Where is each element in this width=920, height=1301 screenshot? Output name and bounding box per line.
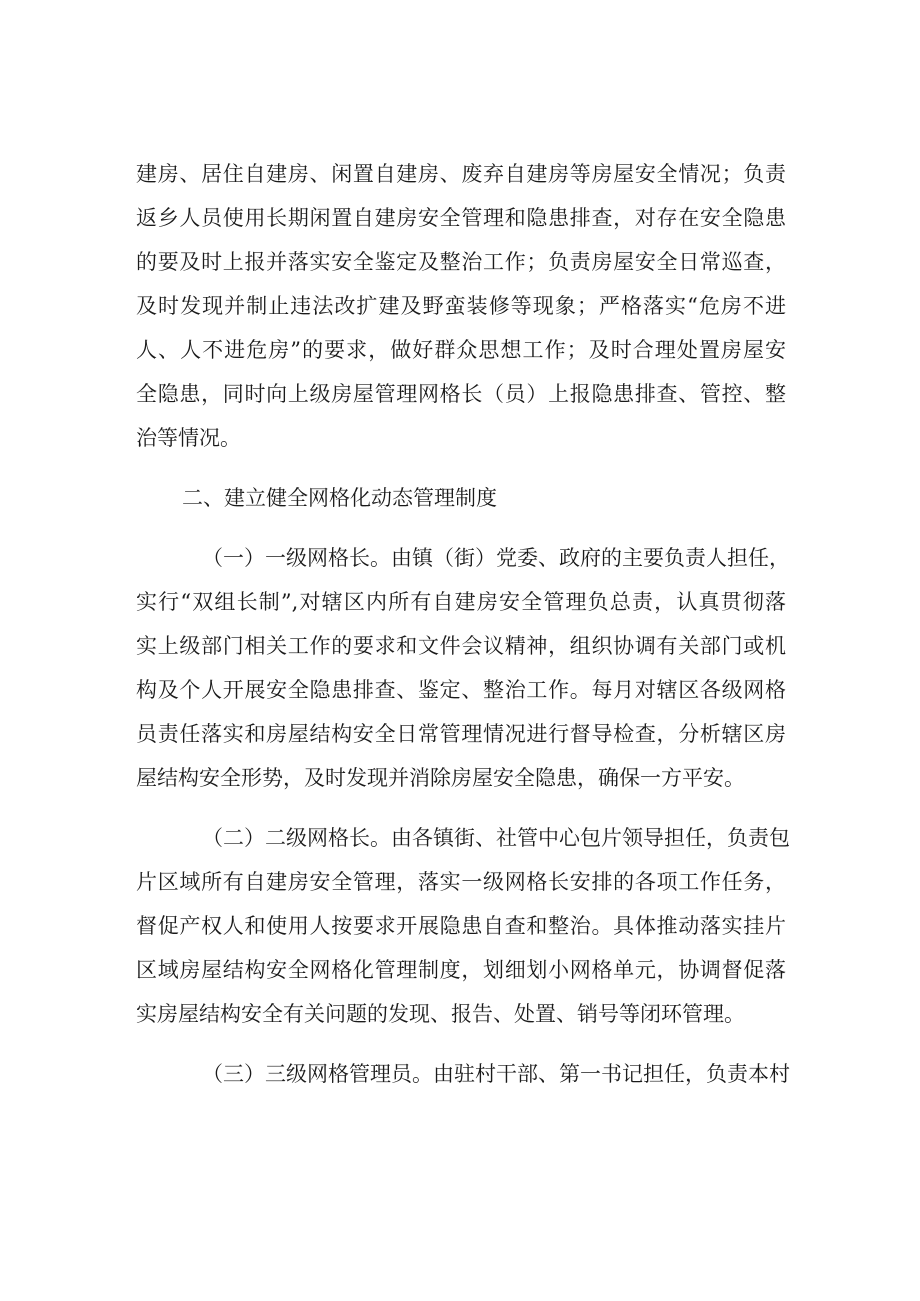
paragraph-continuation xyxy=(136,152,786,460)
text-line: 片区域所有自建房安全管理，落实一级网格长安排的各项工作任务， xyxy=(136,870,786,894)
text-line: 屋结构安全形势，及时发现并消除房屋安全隐患，确保一方平安。 xyxy=(136,766,745,790)
text-line: 人、人不进危房”的要求，做好群众思想工作；及时合理处置房屋安 xyxy=(136,338,786,362)
text-line: 员责任落实和房屋结构安全日常管理情况进行督导检查，分析辖区房 xyxy=(136,722,786,746)
text-line: 的要及时上报并落实安全鉴定及整治工作；负责房屋安全日常巡查， xyxy=(136,250,786,274)
text-line: 全隐患，同时向上级房屋管理网格长（员）上报隐患排查、管控、整 xyxy=(136,382,786,406)
paragraph-gap xyxy=(136,800,786,816)
text-line: 区域房屋结构安全网格化管理制度，划细划小网格单元，协调督促落 xyxy=(136,958,786,982)
text-line: 实行“双组长制”,对辖区内所有自建房安全管理负总责，认真贯彻落 xyxy=(136,590,786,614)
text-line: 及时发现并制止违法改扩建及野蛮装修等现象；严格落实“危房不进 xyxy=(136,294,786,318)
paragraph-gap xyxy=(136,460,786,476)
text-line: 治等情况。 xyxy=(136,426,241,450)
text-line: （二）二级网格长。由各镇街、社管中心包片领导担任，负责包 xyxy=(202,826,790,850)
paragraph-level-two xyxy=(136,816,790,1036)
paragraph-level-one xyxy=(136,536,790,800)
paragraph-level-three xyxy=(136,1052,790,1096)
text-line: 实上级部门相关工作的要求和文件会议精神，组织协调有关部门或机 xyxy=(136,634,786,658)
text-line: 返乡人员使用长期闲置自建房安全管理和隐患排查，对存在安全隐患 xyxy=(136,206,786,230)
document-body xyxy=(136,152,790,1096)
paragraph-gap xyxy=(136,520,786,536)
section-heading: 二、建立健全网格化动态管理制度 xyxy=(182,486,497,510)
text-line: （三）三级网格管理员。由驻村干部、第一书记担任，负责本村 xyxy=(202,1062,790,1086)
text-line: 构及个人开展安全隐患排查、鉴定、整治工作。每月对辖区各级网格 xyxy=(136,678,786,702)
text-line: 建房、居住自建房、闲置自建房、废弃自建房等房屋安全情况；负责 xyxy=(136,162,786,186)
text-line: 督促产权人和使用人按要求开展隐患自查和整治。具体推动落实挂片 xyxy=(136,914,786,938)
paragraph-gap xyxy=(136,1036,786,1052)
text-line: （一）一级网格长。由镇（街）党委、政府的主要负责人担任， xyxy=(202,546,790,570)
text-line: 实房屋结构安全有关问题的发现、报告、处置、销号等闭环管理。 xyxy=(136,1002,745,1026)
